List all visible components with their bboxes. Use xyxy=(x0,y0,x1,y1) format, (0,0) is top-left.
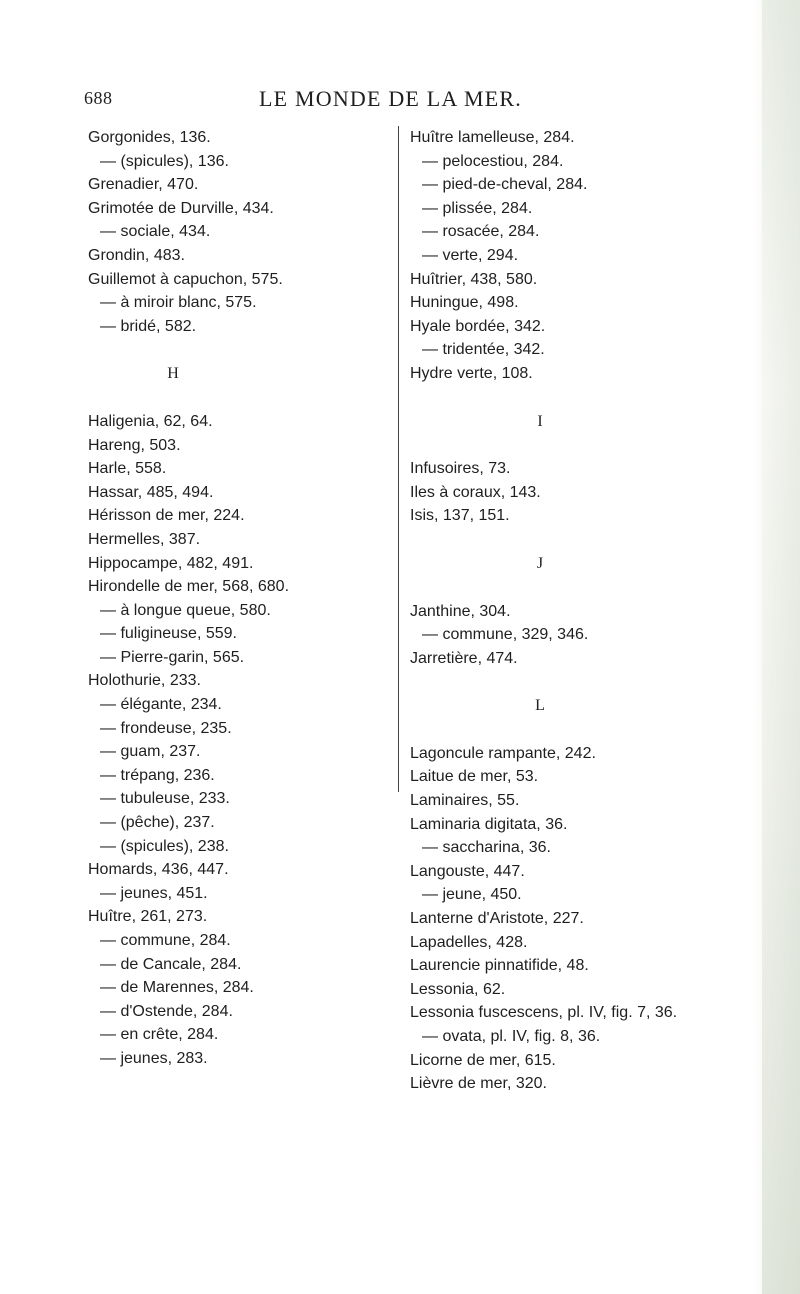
index-entry: Lièvre de mer, 320. xyxy=(410,1075,547,1093)
index-entry: Gorgonides, 136. xyxy=(88,129,211,146)
index-entry: Isis, 137, 151. xyxy=(410,507,510,525)
index-entry: Laurencie pinnatifide, 48. xyxy=(410,957,589,975)
index-subentry: — tridentée, 342. xyxy=(422,341,545,359)
page-number: 688 xyxy=(84,88,113,108)
section-letter-h: H xyxy=(167,365,179,383)
section-spacer xyxy=(88,386,388,410)
index-subentry: — Pierre-garin, 565. xyxy=(100,648,245,666)
index-subentry: — de Cancale, 284. xyxy=(100,955,242,973)
index-entry: Iles à coraux, 143. xyxy=(410,483,541,501)
index-entry: Hyale bordée, 342. xyxy=(410,317,546,335)
index-subentry: — jeune, 450. xyxy=(422,886,522,904)
index-entry: Hérisson de mer, 224. xyxy=(88,507,245,525)
index-entry: Hydre verte, 108. xyxy=(410,364,533,382)
index-entry: Hassar, 485, 494. xyxy=(88,483,214,501)
index-entry: Licorne de mer, 615. xyxy=(410,1051,556,1069)
index-subentry: — plissée, 284. xyxy=(422,199,533,217)
index-subentry: — trépang, 236. xyxy=(100,766,215,784)
index-subentry: — sociale, 434. xyxy=(100,223,211,241)
index-subentry: — jeunes, 451. xyxy=(100,884,208,902)
index-subentry: — d'Ostende, 284. xyxy=(100,1002,233,1020)
index-entry: Huîtrier, 438, 580. xyxy=(410,270,538,288)
index-subentry: — commune, 329, 346. xyxy=(422,626,589,644)
index-entry: Huningue, 498. xyxy=(410,294,519,312)
section-spacer xyxy=(410,576,770,600)
running-title: LE MONDE DE LA MER. xyxy=(259,86,522,111)
index-entry: Lagoncule rampante, 242. xyxy=(410,744,596,762)
section-letter-l: L xyxy=(535,697,545,715)
index-subentry: — guam, 237. xyxy=(100,743,201,761)
index-subentry: — en crête, 284. xyxy=(100,1026,219,1044)
index-entry: Huître, 261, 273. xyxy=(88,908,208,926)
index-subentry: — saccharina, 36. xyxy=(422,839,551,857)
index-entry: Jarretière, 474. xyxy=(410,649,518,667)
index-entry: Infusoires, 73. xyxy=(410,460,511,478)
index-subentry: — commune, 284. xyxy=(100,932,231,949)
index-subentry: — rosacée, 284. xyxy=(422,223,540,241)
index-subentry: — ovata, pl. IV, fig. 8, 36. xyxy=(422,1028,601,1045)
section-letter-j: J xyxy=(536,554,544,572)
index-entry: Grimotée de Durville, 434. xyxy=(88,199,274,217)
index-subentry: — (pêche), 237. xyxy=(100,814,215,832)
section-spacer xyxy=(410,386,770,410)
index-entry: Hareng, 503. xyxy=(88,436,181,454)
index-subentry: — de Marennes, 284. xyxy=(100,979,254,997)
index-entry: Guillemot à capuchon, 575. xyxy=(88,270,283,288)
index-subentry: — élégante, 234. xyxy=(100,696,222,714)
index-subentry: — (spicules), 136. xyxy=(100,152,229,170)
index-entry: Homards, 436, 447. xyxy=(88,861,229,879)
column-divider xyxy=(398,126,399,792)
index-entry: Hirondelle de mer, 568, 680. xyxy=(88,578,290,596)
section-spacer xyxy=(410,670,770,694)
index-entry: Laitue de mer, 53. xyxy=(410,768,539,786)
section-spacer xyxy=(88,338,388,362)
index-subentry: — fuligineuse, 559. xyxy=(100,625,237,643)
index-entry: Harle, 558. xyxy=(88,460,167,478)
index-entry: Holothurie, 233. xyxy=(88,672,201,690)
index-entry: Hippocampe, 482, 491. xyxy=(88,554,254,572)
index-entry: Grondin, 483. xyxy=(88,246,185,264)
index-entry: Janthine, 304. xyxy=(410,602,511,620)
index-subentry: — frondeuse, 235. xyxy=(100,719,232,737)
page-header xyxy=(84,88,724,122)
index-subentry: — pied-de-cheval, 284. xyxy=(422,176,588,194)
section-spacer xyxy=(410,433,770,457)
index-subentry: — à miroir blanc, 575. xyxy=(100,294,257,312)
right-column xyxy=(410,126,770,1096)
index-entry: Lapadelles, 428. xyxy=(410,933,528,951)
section-spacer xyxy=(410,718,770,742)
index-entry: Haligenia, 62, 64. xyxy=(88,412,213,430)
index-entry: Hermelles, 387. xyxy=(88,530,201,548)
index-subentry: — verte, 294. xyxy=(422,246,519,264)
index-entry: Laminaires, 55. xyxy=(410,792,520,810)
index-entry: Huître lamelleuse, 284. xyxy=(410,129,575,146)
index-entry: Lanterne d'Aristote, 227. xyxy=(410,910,584,928)
left-column xyxy=(88,126,388,1071)
index-subentry: — tubuleuse, 233. xyxy=(100,790,230,808)
index-entry: Grenadier, 470. xyxy=(88,176,199,194)
section-letter-i: I xyxy=(537,412,543,430)
index-subentry: — jeunes, 283. xyxy=(100,1049,208,1067)
index-subentry: — à longue queue, 580. xyxy=(100,601,271,619)
index-subentry: — pelocestiou, 284. xyxy=(422,152,564,170)
index-subentry: — bridé, 582. xyxy=(100,317,197,335)
index-entry: Lessonia, 62. xyxy=(410,980,506,998)
index-entry: Lessonia fuscescens, pl. IV, fig. 7, 36. xyxy=(410,1004,678,1022)
index-subentry: — (spicules), 238. xyxy=(100,837,229,855)
index-entry: Laminaria digitata, 36. xyxy=(410,815,568,833)
index-entry: Langouste, 447. xyxy=(410,862,525,880)
section-spacer xyxy=(410,528,770,552)
